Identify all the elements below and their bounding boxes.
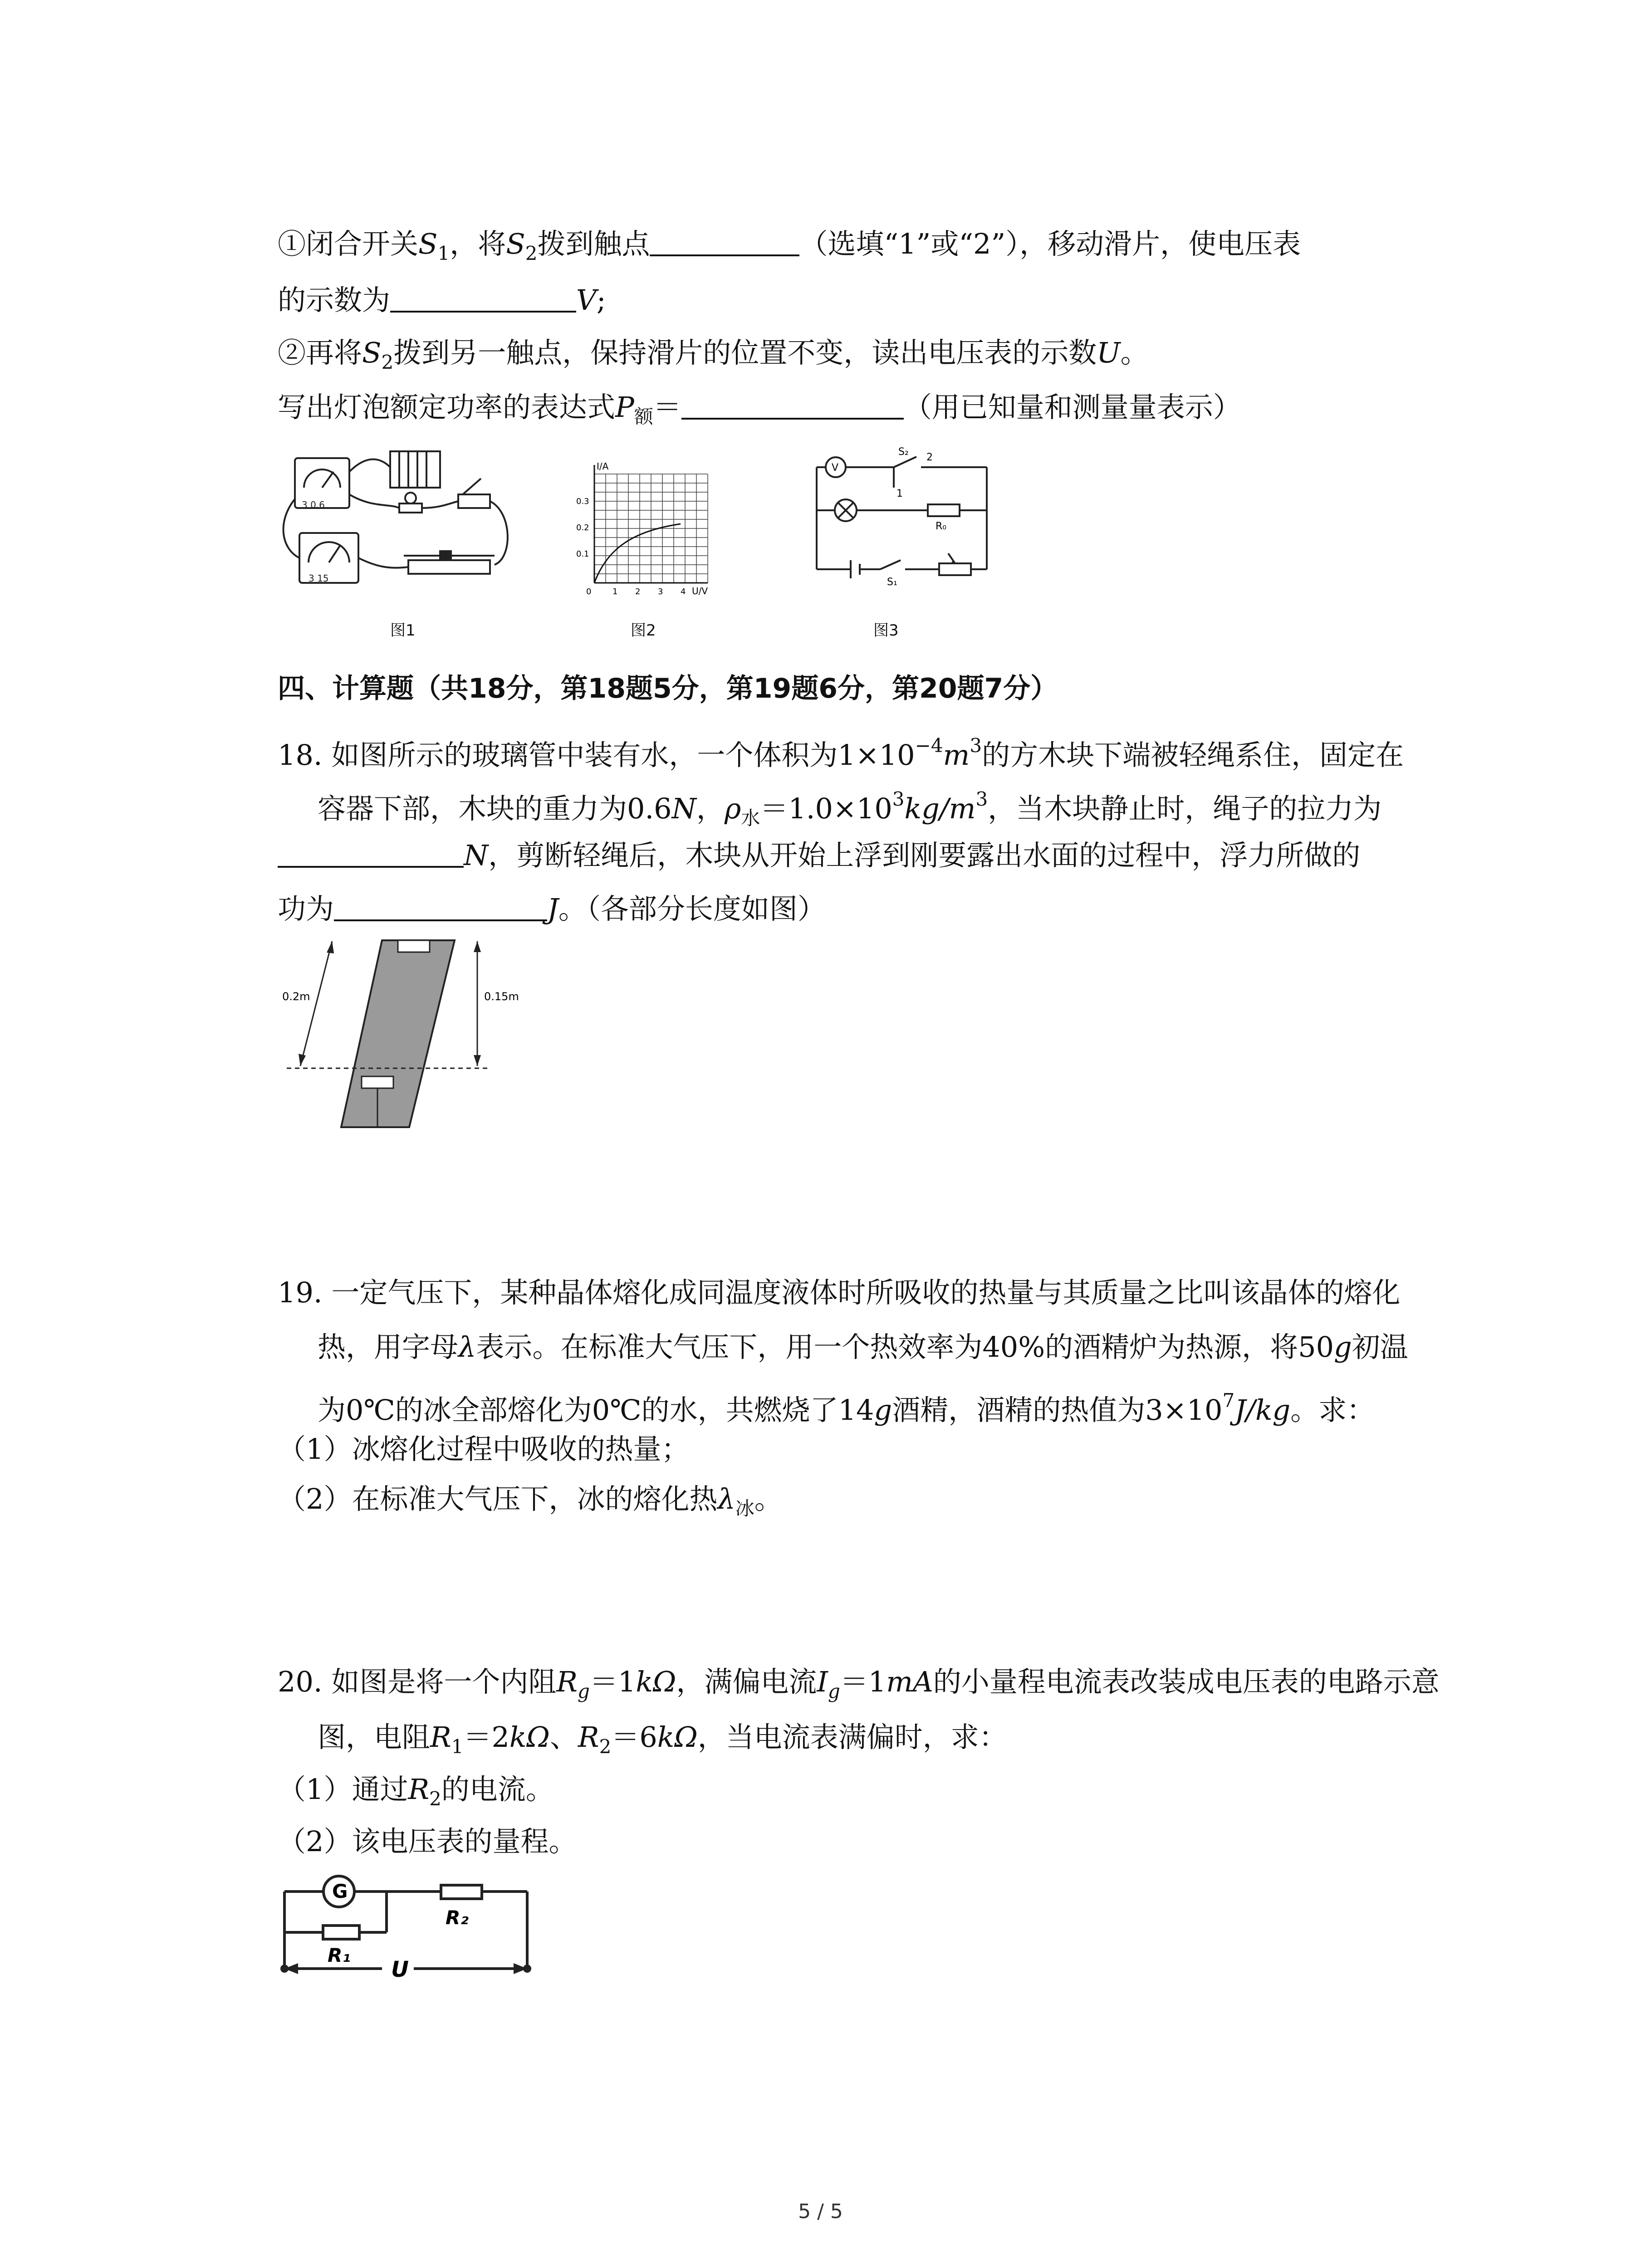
switch-s2-label: S₂ [898,447,909,458]
step2-text-a: ②再将 [278,336,362,369]
q19-l2g: g [1334,1330,1352,1364]
step1b-line [278,278,606,323]
q19-sub2sub: 冰 [735,1497,754,1520]
q20-r2: R [578,1721,599,1754]
step2-text-c: 。 [1120,336,1149,369]
q20-l1e: 的小量程电流表改装成电压表的电路示意 [933,1665,1440,1698]
q20-r2sub: 2 [599,1735,612,1758]
q20-igsub: g [828,1680,840,1702]
q20-circuit-figure [278,1869,541,2014]
step1b-end: ; [596,284,606,317]
q19-line1 [278,1270,1400,1315]
q19-l3exp: 7 [1222,1389,1235,1412]
answer-blank-tension[interactable] [278,834,464,868]
q18-l1m: m [943,738,970,772]
switch-s1-symbol: S [418,227,438,260]
q20-subquestion-1 [278,1767,554,1822]
switch-s2-sub-2: 2 [381,351,394,373]
q19-line2 [318,1325,1408,1370]
q19-sub2lambda: λ [717,1482,735,1515]
expr-equals: ＝ [653,391,681,424]
answer-blank-contact[interactable] [650,223,799,256]
wood-block-bottom [362,1076,393,1088]
q20-sub1b: 的电流。 [441,1773,554,1806]
q18-l2unit: kg/m [904,792,976,825]
figure1-caption: 图1 [390,621,416,640]
q18-rho: ρ [724,792,741,825]
q19-l2b: 表示。在标准大气压下，用一个热效率为40%的酒精炉为热源，将50 [476,1330,1334,1364]
q18-l2n: N [671,792,696,825]
lamp-socket [399,503,422,513]
q18-l4b: 。（各部分长度如图） [558,892,826,925]
q18-rhosub: 水 [741,807,760,829]
resistor-r1-symbol [323,1926,359,1939]
q18-line4 [278,886,826,932]
switch-s1-sub: 1 [437,242,450,264]
page-number: 5 / 5 [798,2200,843,2223]
figure3-circuit [808,447,998,587]
figure2-iu-graph [563,456,717,606]
answer-blank-voltage[interactable] [390,279,576,313]
q20-l1b: ＝1 [589,1665,636,1698]
q18-l1mexp: 3 [970,734,982,757]
q19-line3 [318,1378,1375,1433]
q20-ma: mA [886,1665,933,1698]
switch-s2-symbol: S [506,227,525,260]
q18-l2unitexp: 3 [975,788,988,810]
q18-l1b: 的方木块下端被轻绳系住，固定在 [982,738,1404,772]
step1-text-c: 拨到触点 [537,227,650,260]
q18-l3b: ，剪断轻绳后，木块从开始上浮到刚要露出水面的过程中，浮力所做的 [488,839,1361,872]
q20-kohm3: kΩ [657,1721,698,1754]
graph-grid [594,474,708,583]
q18-l2exp: 3 [892,788,905,810]
q20-l2c: 、 [549,1721,578,1754]
step1-text: ①闭合开关 [278,227,419,260]
q19-l3g: g [874,1393,892,1427]
ammeter-scale-label: 3 0.6 [302,499,325,510]
q19-l2a: 热，用字母 [318,1330,459,1364]
step1-line [278,221,1301,276]
step1-text-d: （选填“1”或“2”），移动滑片，使电压表 [799,227,1301,260]
answer-blank-power-expression[interactable] [681,386,904,420]
q20-number: 20. [278,1665,323,1698]
q20-r1sub: 1 [451,1735,464,1758]
rheostat-symbol [939,563,971,575]
voltage-u-symbol: U [1097,336,1121,369]
contact-1-label: 1 [896,488,903,499]
figure3-caption: 图3 [873,621,899,640]
q18-l2a: 容器下部，木块的重力为0.6 [318,792,672,825]
q19-l3unit: J/kg [1234,1393,1291,1427]
switch-s2-blade [894,457,916,467]
y-tick-0.2: 0.2 [576,523,589,533]
figure1-apparatus [277,440,522,594]
q19-sub2a: （2）在标准大气压下，冰的熔化热 [278,1482,718,1515]
switch-base [458,494,490,508]
voltmeter-label: V [832,462,839,474]
resistor-r2-symbol [441,1885,482,1899]
step2-text-b: 拨到另一触点，保持滑片的位置不变，读出电压表的示数 [393,336,1097,369]
q18-line1 [278,723,1404,778]
contact-2-label: 2 [926,452,933,463]
x-tick-2: 2 [635,587,641,596]
q18-l2d: ，当木块静止时，绳子的拉力为 [988,792,1382,825]
galvanometer-label: G [332,1880,348,1902]
wood-block-top [398,940,430,952]
dim-line-left [300,941,332,1066]
step2-line [278,330,1149,385]
step1b-text: 的示数为 [278,284,391,317]
length-label-left: 0.2m [282,990,310,1003]
voltage-u-label: U [391,1957,409,1982]
q18-number: 18. [278,738,323,772]
q20-l2b: ＝2 [463,1721,509,1754]
q20-rgsub: g [578,1680,590,1702]
q20-l1c: ，满偏电流 [676,1665,817,1698]
y-tick-0.1: 0.1 [576,549,589,559]
unit-volt: V [576,284,597,317]
q20-l1a: 如图是将一个内阻 [331,1665,557,1698]
y-tick-0.3: 0.3 [576,497,589,506]
resistor-r1-label: R₁ [328,1944,351,1966]
resistor-r2-label: R₂ [446,1906,469,1929]
expr-line [278,385,1241,440]
q18-tube-figure [278,932,523,1132]
q18-line2 [318,777,1381,841]
expr-text-b: （用已知量和测量量表示） [903,391,1241,424]
battery-box [390,451,440,488]
q19-l3c: 。求： [1290,1393,1375,1427]
power-p-sub: 额 [634,406,653,428]
q20-rg: R [556,1665,578,1698]
q18-l1exp: −4 [915,734,943,757]
q18-line3 [278,833,1360,878]
q19-l3a: 为0℃的冰全部熔化为0℃的水，共燃烧了14 [318,1393,874,1427]
section-heading-calculation: 四、计算题（共18分，第18题5分，第19题6分，第20题7分） [278,673,1058,704]
q19-l1: 一定气压下，某种晶体熔化成同温度液体时所吸收的热量与其质量之比叫该晶体的熔化 [331,1276,1401,1309]
q18-l4a: 功为 [278,892,334,925]
q18-l1a: 如图所示的玻璃管中装有水，一个体积为1×10 [331,738,915,772]
switch-s1-blade [880,560,901,569]
q18-l3n: N [464,839,489,872]
power-p-symbol: P [615,391,634,424]
rheostat-body [408,560,490,574]
q18-l2b: ， [696,792,725,825]
q19-subquestion-2 [278,1476,783,1531]
figure2-caption: 图2 [631,621,656,640]
x-tick-0: 0 [586,587,592,596]
expr-text-a: 写出灯泡额定功率的表达式 [278,391,616,424]
x-tick-3: 3 [658,587,663,596]
q19-subquestion-1: （1）冰熔化过程中吸收的热量； [278,1432,690,1466]
q20-kohm: kΩ [636,1665,676,1698]
q19-l3b: 酒精，酒精的热值为3×10 [892,1393,1223,1427]
q19-number: 19. [278,1276,323,1309]
voltmeter-scale-label: 3 15 [309,573,329,584]
switch-s2-sub: 2 [525,242,538,264]
q20-line2 [318,1715,1007,1769]
q20-sub1r: R [408,1773,430,1806]
q20-line1 [278,1659,1440,1714]
q20-sub1rsub: 2 [429,1788,441,1810]
q18-l4j: J [547,892,558,925]
q20-sub1a: （1）通过 [278,1773,408,1806]
resistor-r0-label: R₀ [936,521,947,532]
answer-blank-work[interactable] [334,888,547,921]
q20-ig: I [817,1665,828,1698]
step1-text-b: ，将 [450,227,506,260]
q20-l2a: 图，电阻 [318,1721,431,1754]
length-label-right: 0.15m [484,990,519,1003]
x-tick-1: 1 [612,587,618,596]
x-tick-4: 4 [681,587,686,596]
q20-r1: R [430,1721,451,1754]
q20-l2d: ＝6 [611,1721,657,1754]
y-axis-label: I/A [597,461,609,472]
q20-l2e: ，当电流表满偏时，求： [697,1721,1007,1754]
q20-kohm2: kΩ [509,1721,550,1754]
switch-s2-symbol-2: S [362,336,382,369]
q20-subquestion-2: （2）该电压表的量程。 [278,1825,577,1858]
q19-l2lambda: λ [458,1330,476,1364]
q19-l2c: 初温 [1352,1330,1408,1364]
resistor-r0 [928,504,960,516]
q18-l2c: ＝1.0×10 [760,792,892,825]
switch-s1-label: S₁ [887,577,897,587]
q19-sub2b: 。 [754,1482,783,1515]
glass-tube-water [341,940,455,1127]
q20-l1d: ＝1 [840,1665,887,1698]
x-axis-label: U/V [692,586,708,596]
